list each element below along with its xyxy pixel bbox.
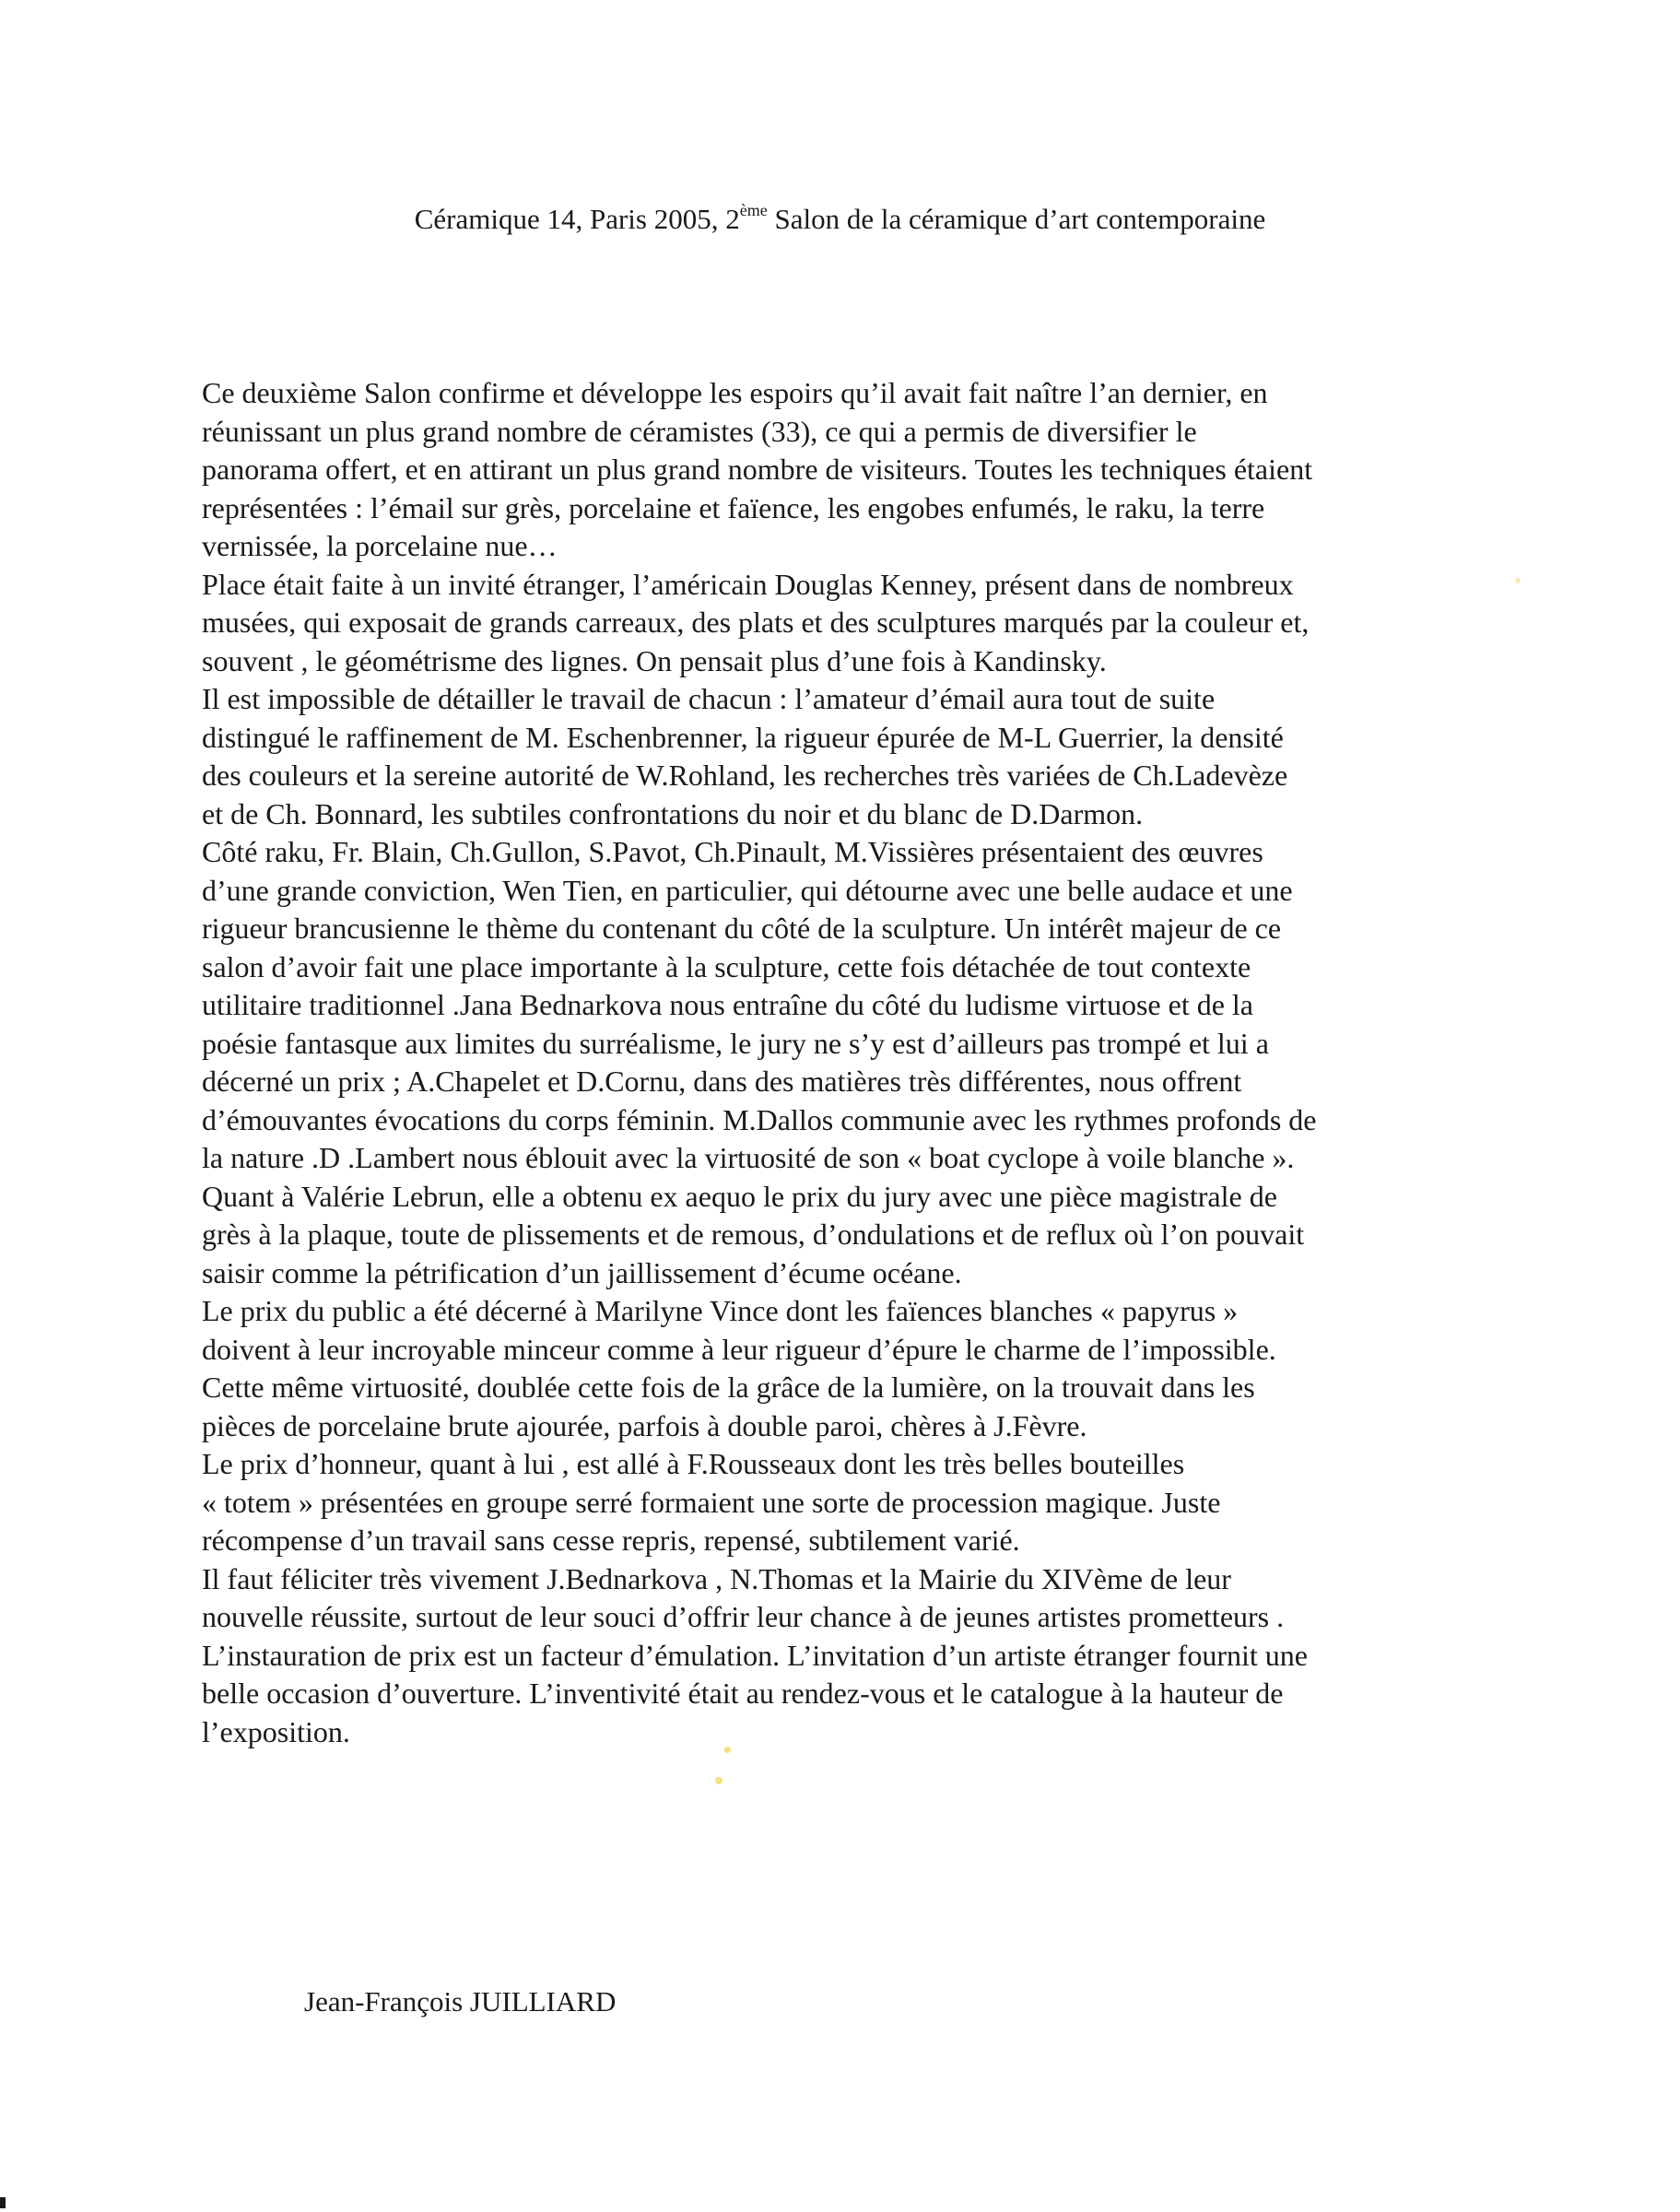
text-line: la nature .D .Lambert nous éblouit avec la virtuosité de son « boat cyclope à voile blanche ». [202, 1141, 1295, 1174]
text-line: Le prix d’honneur, quant à lui , est allé à F.Rousseaux dont les très belles bouteilles [202, 1447, 1185, 1480]
text-line: Le prix du public a été décerné à Marilyne Vince dont les faïences blanches « papyrus » [202, 1294, 1239, 1327]
scan-speck [715, 1777, 723, 1784]
text-line: d’une grande conviction, Wen Tien, en particulier, qui détourne avec une belle audace et une [202, 873, 1293, 907]
text-line: L’instauration de prix est un facteur d’émulation. L’invitation d’un artiste étranger fournit une [202, 1638, 1308, 1672]
text-line: Il faut féliciter très vivement J.Bednarkova , N.Thomas et la Mairie du XIVème de leur [202, 1561, 1231, 1595]
text-line: vernissée, la porcelaine nue… [202, 529, 558, 562]
text-line: doivent à leur incroyable minceur comme à leur rigueur d’épure le charme de l’impossible. [202, 1332, 1276, 1366]
author-signature: Jean-François JUILLIARD [304, 1985, 617, 2018]
text-line: des couleurs et la sereine autorité de W.Rohland, les recherches très variées de Ch.Ladevèze [202, 759, 1288, 792]
text-line: récompense d’un travail sans cesse repris, repensé, subtilement varié. [202, 1524, 1020, 1557]
text-line: réunissant un plus grand nombre de céramistes (33), ce qui a permis de diversifier le [202, 414, 1197, 448]
text-line: poésie fantasque aux limites du surréalisme, le jury ne s’y est d’ailleurs pas trompé et lui a [202, 1026, 1269, 1060]
text-line: saisir comme la pétrification d’un jaillissement d’écume océane. [202, 1255, 962, 1289]
text-line: Cette même virtuosité, doublée cette fois de la grâce de la lumière, on la trouvait dans les [202, 1371, 1255, 1404]
text-line: souvent , le géométrisme des lignes. On pensait plus d’une fois à Kandinsky. [202, 643, 1107, 677]
text-line: Il est impossible de détailler le travail de chacun : l’amateur d’émail aura tout de suite [202, 682, 1216, 715]
text-line: salon d’avoir fait une place importante à la sculpture, cette fois détachée de tout contexte [202, 949, 1251, 983]
text-line: grès à la plaque, toute de plissements et de remous, d’ondulations et de reflux où l’on pouvait [202, 1218, 1305, 1251]
title-text: Céramique 14, Paris 2005, 2 [414, 203, 740, 235]
text-line: Ce deuxième Salon confirme et développe les espoirs qu’il avait fait naître l’an dernier, en [202, 376, 1268, 409]
text-line: panorama offert, et en attirant un plus grand nombre de visiteurs. Toutes les techniques étaient [202, 453, 1313, 486]
text-line: Côté raku, Fr. Blain, Ch.Gullon, S.Pavot, Ch.Pinault, M.Vissières présentaient des œuvres [202, 835, 1263, 868]
text-line: décerné un prix ; A.Chapelet et D.Cornu, dans des matières très différentes, nous offrent [202, 1065, 1242, 1098]
article-body [202, 374, 1455, 1751]
text-line: d’émouvantes évocations du corps féminin. M.Dallos communie avec les rythmes profonds de [202, 1102, 1317, 1136]
scan-speck [724, 1747, 731, 1753]
text-line: l’exposition. [202, 1714, 350, 1748]
text-line: belle occasion d’ouverture. L’inventivité était au rendez-vous et le catalogue à la hauteur de [202, 1677, 1284, 1710]
text-line: utilitaire traditionnel .Jana Bednarkova nous entraîne du côté du ludisme virtuose et de la [202, 988, 1253, 1021]
text-line: Quant à Valérie Lebrun, elle a obtenu ex aequo le prix du jury avec une pièce magistrale de [202, 1179, 1277, 1213]
text-line: rigueur brancusienne le thème du contenant du côté de la sculpture. Un intérêt majeur de ce [202, 912, 1282, 945]
text-line: Place était faite à un invité étranger, l’américain Douglas Kenney, présent dans de nombreux [202, 567, 1294, 601]
text-line: musées, qui exposait de grands carreaux, des plats et des sculptures marqués par la couleur et, [202, 606, 1310, 639]
text-line: nouvelle réussite, surtout de leur souci d’offrir leur chance à de jeunes artistes prometteurs . [202, 1600, 1285, 1633]
text-line: « totem » présentées en groupe serré formaient une sorte de procession magique. Juste [202, 1485, 1221, 1519]
text-line: représentées : l’émail sur grès, porcelaine et faïence, les engobes enfumés, le raku, la terre [202, 490, 1265, 524]
document-title [0, 201, 1680, 238]
text-line: distingué le raffinement de M. Eschenbrenner, la rigueur épurée de M-L Guerrier, la densité [202, 720, 1284, 754]
text-line: et de Ch. Bonnard, les subtiles confrontations du noir et du blanc de D.Darmon. [202, 796, 1144, 830]
scan-speck [1515, 578, 1521, 583]
text-line: pièces de porcelaine brute ajourée, parfois à double paroi, chères à J.Fèvre. [202, 1408, 1087, 1442]
scan-speck [0, 2197, 6, 2208]
title-superscript: ème [739, 201, 768, 219]
title-text-end: Salon de la céramique d’art contemporaine [767, 203, 1266, 235]
